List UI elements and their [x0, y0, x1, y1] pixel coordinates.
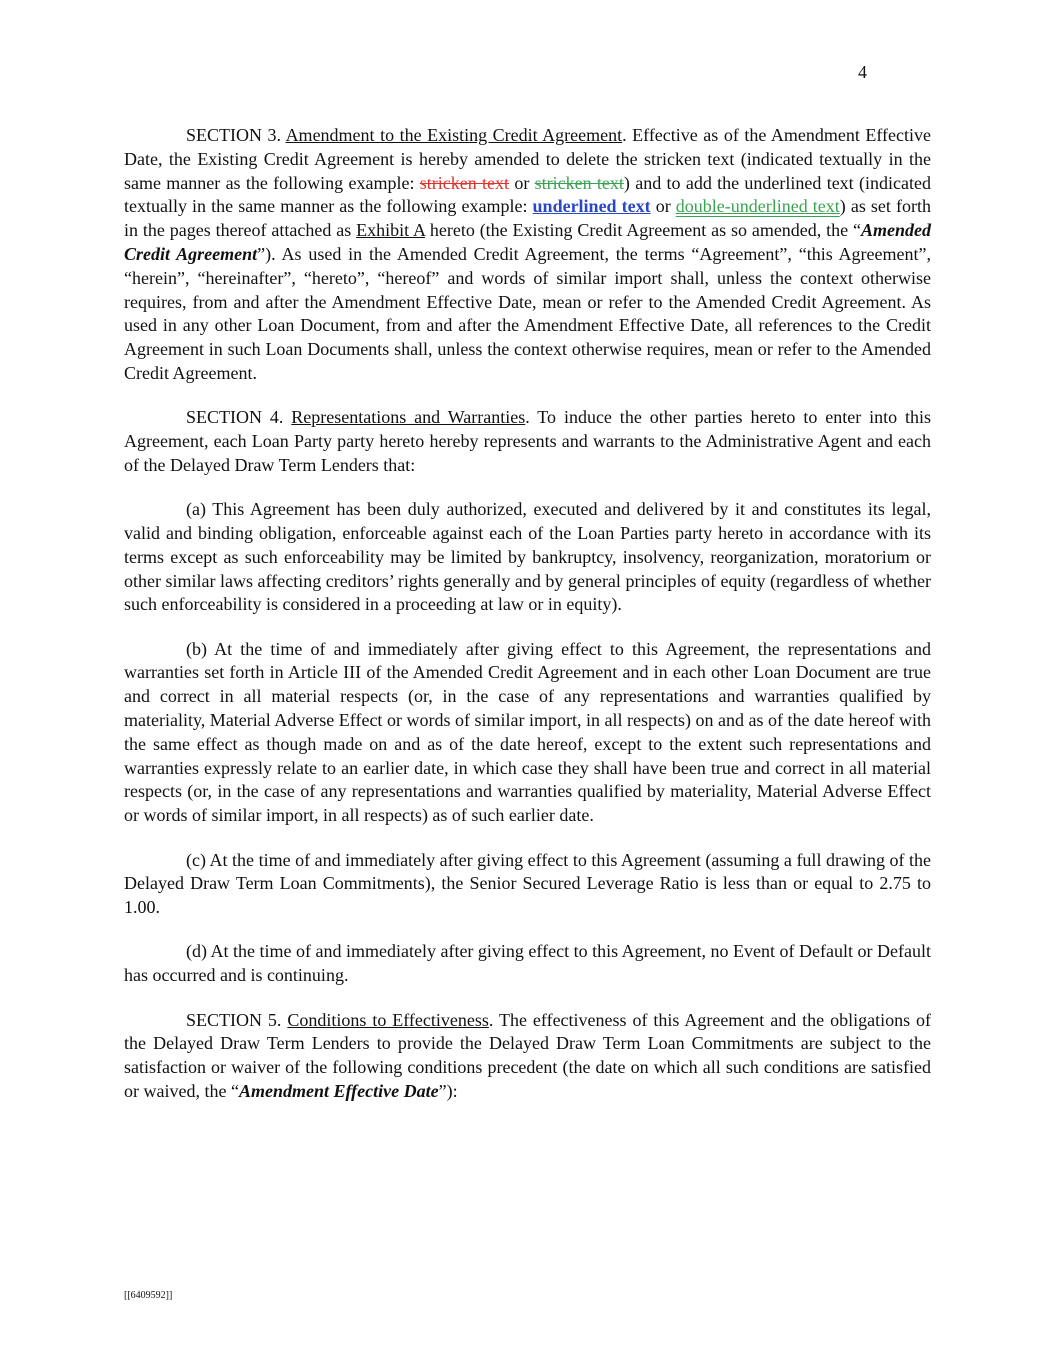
- document-body: [124, 124, 931, 1124]
- section-4-heading: Representations and Warranties: [291, 407, 526, 428]
- section-4-clause-a: (a) This Agreement has been duly authorized, executed and delivered by it and constitutes its legal, valid and binding obligation, enforceable against each of the Loan Parties party hereto in accordance with its terms except as such enforceability may be limited by bankruptcy, insolvency, reorganization, moratorium or other similar laws affecting creditors’ rights generally and by general principles of equity (regardless of whether such enforceability is considered in a proceeding at law or in equity).: [124, 499, 931, 615]
- section-5-heading: Conditions to Effectiveness: [287, 1009, 489, 1030]
- defined-term-amended-credit-agreement: Amended Credit Agreement: [124, 220, 932, 264]
- section-4-number: SECTION 4.: [186, 407, 292, 428]
- section-3-text: ) as set forth in the pages thereof attached as: [124, 196, 931, 241]
- stricken-text-example-green: stricken text: [534, 172, 624, 193]
- document-id-footer: [[6409592]]: [124, 1290, 173, 1301]
- defined-term-amendment-effective-date: Amendment Effective Date: [238, 1080, 439, 1101]
- section-4-text: . To induce the other parties hereto to enter into this Agreement, each Loan Party party hereto hereby represents and warrants to the Administrative Agent and each of the Delayed Draw Term Lenders that:: [124, 407, 931, 475]
- section-4-clause-b: (b) At the time of and immediately after giving effect to this Agreement, the representations and warranties set forth in Article III of the Amended Credit Agreement and in each other Loan Document are true and correct in all material respects (or, in the case of any representations and warranties qualified by materiality, Material Adverse Effect or words of similar import, in all respects) on and as of the date hereof with the same effect as though made on and as of the date hereof, except to the extent such representations and warranties expressly relate to an earlier date, in which case they shall have been true and correct in all material respects (or, in the case of any representations and warranties qualified by materiality, Material Adverse Effect or words of similar import, in all respects) as of such earlier date.: [124, 638, 931, 826]
- section-5-paragraph: [124, 1009, 931, 1104]
- underlined-text-example: underlined text: [532, 196, 651, 217]
- section-4-paragraph: [124, 406, 931, 477]
- section-3-heading: Amendment to the Existing Credit Agreement: [285, 125, 623, 145]
- section-3-text: ”). As used in the Amended Credit Agreement, the terms “Agreement”, “this Agreement”, “herein”, “hereinafter”, “hereto”, “hereof” and words of similar import shall, unless the context otherwise requires, from and after the Amendment Effective Date, mean or refer to the Amended Credit Agreement. As used in any other Loan Document, from and after the Amendment Effective Date, all references to the Credit Agreement in such Loan Documents shall, unless the context otherwise requires, mean or refer to the Amended Credit Agreement.: [124, 243, 931, 383]
- section-3-number: SECTION 3.: [186, 125, 286, 145]
- section-3-text: . Effective as of the Amendment Effective Date, the Existing Credit Agreement is hereby amended to delete the stricken text (indicated textually in the same manner as the following example:: [124, 125, 931, 193]
- section-3-text: hereto (the Existing Credit Agreement as so amended, the “: [424, 220, 862, 241]
- section-3-text: ) and to add the underlined text (indicated textually in the same manner as the following example:: [124, 172, 931, 217]
- double-underlined-text-example: double-underlined text: [675, 196, 840, 217]
- section-3-text: or: [509, 172, 535, 193]
- section-5-number: SECTION 5.: [186, 1009, 288, 1030]
- exhibit-a-reference: Exhibit A: [356, 220, 425, 241]
- section-4-clause-c: (c) At the time of and immediately after giving effect to this Agreement (assuming a full drawing of the Delayed Draw Term Loan Commitments), the Senior Secured Leverage Ratio is less than or equal to 2.75 to 1.00.: [124, 849, 931, 918]
- section-5-text: ”):: [438, 1080, 458, 1101]
- section-4-clause-d: (d) At the time of and immediately after giving effect to this Agreement, no Event of Default or Default has occurred and is continuing.: [124, 941, 931, 986]
- section-3-text: or: [650, 196, 676, 217]
- page-number: 4: [858, 62, 867, 82]
- stricken-text-example-red: stricken text: [419, 172, 510, 193]
- section-5-text: . The effectiveness of this Agreement and the obligations of the Delayed Draw Term Lenders to provide the Delayed Draw Term Loan Commitments are subject to the satisfaction or waiver of the following conditions precedent (the date on which all such conditions are satisfied or waived, the “: [124, 1009, 931, 1101]
- section-3-paragraph: [124, 124, 931, 386]
